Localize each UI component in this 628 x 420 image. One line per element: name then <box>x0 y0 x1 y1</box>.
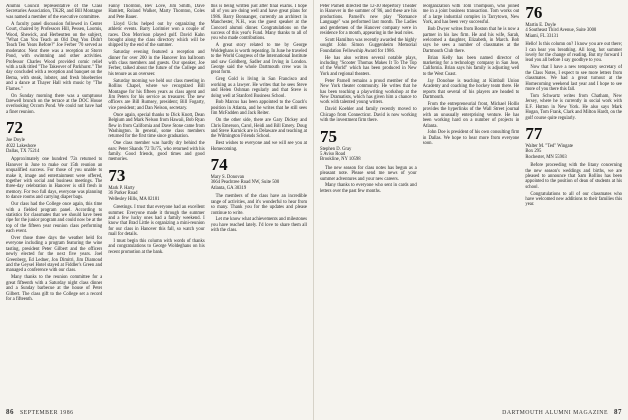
address-line: Walter M. "Ted" Wingate <box>525 143 573 149</box>
class-secretary-address <box>525 144 622 160</box>
paragraph: Peter Parnell remains a proud member of the New York theater community. He writes that he has been teaching a playwriting workshop at the New Dramatists, which has given him a chance to work with talented young writers. <box>320 78 417 106</box>
paragraph: Over those three days the weather held for everyone including a program featuring the wine tasting, president Peter Gilbert and the officers newly elected for the next five years. Joel Greenberg, Ed Ledner, Jon Dimitri, Jim Diamond and the Geysel Hotel stayed at Fiddler's Green and managed a conference with our class. <box>6 236 103 274</box>
left-column-2 <box>108 4 204 402</box>
paragraph: Congratulations to all of our classmates who have welcomed new additions to their families this year. <box>525 191 623 208</box>
paragraph: Bob Marcus has been appointed to the Coach's position in Atlanta, and he writes that he still sees Jim McFadden and Jack Reiter. <box>210 100 307 117</box>
address-line: Miami, FL 33131 <box>525 33 559 39</box>
paragraph: this is being written just after final exams. I hope all of you are doing well and have great plans for 1986. Barry Bonnanger, currently an architect in Manchester, N.H., was the guest speaker at the Concord alumni dinner. Congratulations on the success of this year's Fund. Many thanks to all of you who made contributions. <box>210 4 307 42</box>
address-line: Mark P. Harty <box>108 185 135 191</box>
left-column-1 <box>6 4 102 402</box>
paragraph: David Koehler and family recently moved to Chicago from Connecticut. David is now working with the investment firm there. <box>320 107 417 124</box>
page-number: 86 <box>6 408 14 416</box>
address-line: Wellesley Hills, MA 02181 <box>108 196 160 202</box>
right-column-1 <box>320 4 417 402</box>
address-line: Joe Doyle <box>6 138 25 144</box>
paragraph: The members of the class have an incredible range of activities, and it's wonderful to hear from so many. Thank you for the updates and please continue to write. <box>210 194 307 216</box>
paragraph: Tom Schwartz writes from Chatham, New Jersey, where he is currently in social work with E.F. Hutton in New York. He also says Mark Hogan, Tom Frank, Clark and Milton Hardt, on the golf course quite regularly. <box>525 93 623 121</box>
left-column-3 <box>211 4 307 402</box>
paragraph: A faculty panel discussion followed in Center Court, chaired by Professors Hill, Pessen, Loomis, Wood, Shewick, and Herbeutten on the subject, "What Can You Teach an Old Dog You Didn't Teach Ten Years Before?" Joe Ferber '70 served as moderator. Next there was a reception at Storrs Pond, with swimming and other activities. Professor Charles Wood provided comic relief with a talk titled "The Takeover of Parkhurst." The day concluded with a reception and banquet on the Bema, with steak, lobster, and fresh blueberries and a dance at Thayer Hall with music by "The Flames." <box>6 21 103 92</box>
address-line: Mary S. Donovan <box>210 175 245 181</box>
issue-date: SEPTEMBER 1986 <box>19 410 74 416</box>
right-column-3 <box>525 4 622 402</box>
paragraph: Scott Hamilton was recently awarded the highly sought John Simon Guggenheim Memorial Foundation Fellowship Award for 1986. <box>320 37 417 54</box>
class-year-heading: 77 <box>525 123 543 143</box>
paragraph: Once again, special thanks to Dick Knott, Dean Belgium and Mark Nelson from Hawaii, Bob Ryan flew in from California and Dave Stone came from Washington. In general, some class members returned for the first time since graduation. <box>108 112 205 140</box>
paragraph: Let me know what achievements and milestones you have reached lately. I'd love to share them all with the class. <box>210 217 307 234</box>
address-line: Dallas, TX 75214 <box>6 148 40 154</box>
right-page <box>314 0 628 420</box>
paragraph: John Doe is president of his own consulting firm in Dallas. We hope to hear more from everyone soon. <box>422 130 520 147</box>
paragraph: He has also written several notable plays, including "Scooter Thomas Makes It To The Top of the World" which has been produced in New York and regional theaters. <box>320 55 417 77</box>
paragraph: One class member was hardly dry behind the ears: Peter Shands '72 Tu'75, who returned with his family. Good friends, good times and good memories. <box>108 141 205 163</box>
class-year-heading: 73 <box>108 165 126 185</box>
paragraph: Brian Kelly has been named director of marketing for a technology company in San Jose, California. Brian says his family is adjusting well to the West Coast. <box>422 55 520 77</box>
paragraph: On Sunday morning there was a sumptuous farewell brunch on the terrace at the DOC House overlooking Occom Pond. We could not have had a finer reunion. <box>6 93 103 115</box>
paragraph: Lloyd Uchs helped out by organizing the athletic events. Barry Lorimier won a couple of races. Don Morrison played golf. David Kahn brought along the class directory which will be shipped by the end of the summer. <box>108 21 205 49</box>
address-line: Stephen D. Gray <box>320 146 352 152</box>
paragraph: Before proceeding with the litany concerning the new season's weddings and births, we are pleased to announce that Sam Rollins has been appointed to the position of dean of students at his school. <box>525 163 623 190</box>
paragraph: Saturday morning we held our class meeting in Rollins Chapel, where we recognized Bill Montague for his fifteen years as class agent and Jim Peters for his service as treasurer. The new officers are Bill Rumsey, president; Bill Fogarty, vice president; and Dan Nelson, secretary. <box>108 78 205 111</box>
paragraph: Many thanks to the reunion committee for a great fifteenth with a Saturday night class dinner and a Sunday barbecue at the house of Peter Gilbert. The class gift to the College set a record for a fifteenth. <box>6 275 103 302</box>
class-year-heading: 76 <box>525 4 543 22</box>
address-line: 5 Aviso Road <box>320 151 346 157</box>
paragraph: From the entrepreneurial front, Michael Hollis provides the hyperlinks of the Wall Street journal with an unusually enterprising venture. He has been working hard on a number of projects in Atlanta. <box>422 101 520 129</box>
paragraph: Many thanks to everyone who sent in cards and letters over the past few months. <box>320 183 417 194</box>
class-year-heading: 72 <box>6 118 23 138</box>
page-footer <box>502 408 622 416</box>
paragraph: reorganization with Tom Thompson, who joined me in a joint business transaction. Tom works out of a large industrial complex in Tarrytown, New York, and has been very successful. <box>422 4 520 26</box>
class-secretary-address <box>211 175 307 191</box>
class-secretary-address <box>525 23 622 39</box>
paragraph: Now that I have a new temporary secretary of the Class Notes, I expect to see more letters from classmates. We had a great turnout at the Homecoming weekend last year and I hope to see more of you there this fall. <box>525 65 623 92</box>
paragraph: Jay Donohue is teaching at Kimball Union Academy and coaching the hockey team there. He reports that several of his players are headed to Dartmouth. <box>422 78 520 100</box>
paragraph: Saturday evening featured a reception and dinner for over 200 in the Hanover Inn ballroom with class members and guests. Our speaker, Joe Ferber, talked about the future of the College and his tenure as an overseer. <box>108 50 205 77</box>
paragraph: Hello! Is this column on? I know you are out there; I can hear you breathing. All long, hot summer lovely for the change of reading. But my forward I lead you all before I say goodbye to you. <box>525 42 623 64</box>
paragraph: Peter Parnell directed the 12-30 Repertory Theater in Hanover in the summer of '86, and these are his productions. Parnell's new play "Romance Language" was performed last month. The Ladies and gentlemen of the Hanover company were in residence for a month, appearing in the lead roles. <box>320 4 417 37</box>
address-line: Atlanta, GA 30319 <box>210 185 247 191</box>
paragraph: I must begin this column with words of thanks and congratulations to George Woldeghans on his recent promotion at the bank. <box>108 239 205 255</box>
paragraph: A great story related to me by George Woldeghans is worth repeating. In June he traveled to the World Congress of the International Institute and saw Goldberg, Sadler and Irving in London. George said the whole Dartmouth crew was in great form. <box>210 43 307 76</box>
paragraph: Best wishes to everyone and we will see you at Homecoming. <box>210 141 307 152</box>
paragraph: Fanny Thornton, Bev Love, Jim Smith, Dave Hamlett, Roland Walker, Marty Thornton, Coles and Pete Bauer. <box>108 4 205 20</box>
address-line: Brookline, NY 10598 <box>320 157 361 163</box>
class-year-heading: 75 <box>320 126 337 146</box>
page-number: 87 <box>614 408 622 416</box>
paragraph: Approximately one hundred '72s returned to Hanover in June to make our 15th reunion an unqualified success. For those of you unable to make it, image and entertainment were offered, together with social and business meetings. The three-day celebration in Hanover is still fresh in memory. For two full days, everyone was planning to dance rooms and carrying diaper bags. <box>6 157 103 201</box>
class-secretary-address <box>6 138 102 154</box>
address-line: 36 Parker Road <box>108 191 138 197</box>
paragraph: Bob Dwyer writes from Boston that he is now a partner in his law firm. He and his wife, Sarah, welcomed a daughter, Elizabeth, in March. Bob says he sees a number of classmates at the Dartmouth Club there. <box>422 27 520 54</box>
class-year-heading: 74 <box>210 155 228 175</box>
address-line: Box 295 <box>525 149 542 155</box>
magazine-name: DARTMOUTH ALUMNI MAGAZINE <box>502 410 609 416</box>
paragraph: Our class had the College once again, this time with a fielded program panel. According to statistics for classmates that we should have been ripe for the junior program and could now be at the top of the fifteen year reunion class performing each event. <box>6 202 103 235</box>
right-column-2 <box>423 4 520 402</box>
page-footer <box>6 408 74 416</box>
paragraph: Greg Gold is living in San Francisco and working as a lawyer. He writes that he sees Steve and Helen Oshman regularly and that Steve is doing well at Stanford Business School. <box>210 77 307 99</box>
paragraph: Greetings. I trust that everyone had an excellent summer. Everyone made it through the summer and a few lucky ones had a family weekend. I know that Brad Little is organizing a mini-reunion for our class in Hanover this fall, so watch your mail for details. <box>108 205 205 238</box>
address-line: Rochester, MN 55903 <box>525 154 567 160</box>
address-line: 4022 Lakeshore <box>6 143 37 149</box>
class-secretary-address <box>320 147 417 163</box>
address-line: Martin E. Doyle <box>525 23 556 28</box>
paragraph: Alumni Council representative of the Class Secretaries Association, TK2R, and Bill Montague was named a member of the executive committee. <box>6 4 103 20</box>
paragraph: The new season for class notes has begun as a pleasant note. Please send me news of your summer adventures and your new careers. <box>320 165 417 182</box>
address-line: 3664 Peachtree Road NW, Suite 500 <box>210 180 280 186</box>
paragraph: On the other side, there are Gary Dickey and Chris Emerson, Carol, Heidi and Bill Emery. Doug and Steve Kurnick are in Delaware and teaching at the Wilmington Friends School. <box>210 118 307 140</box>
address-line: 4 Southeast Third Avenue, Suite 3000 <box>525 28 597 34</box>
class-secretary-address <box>108 186 204 202</box>
